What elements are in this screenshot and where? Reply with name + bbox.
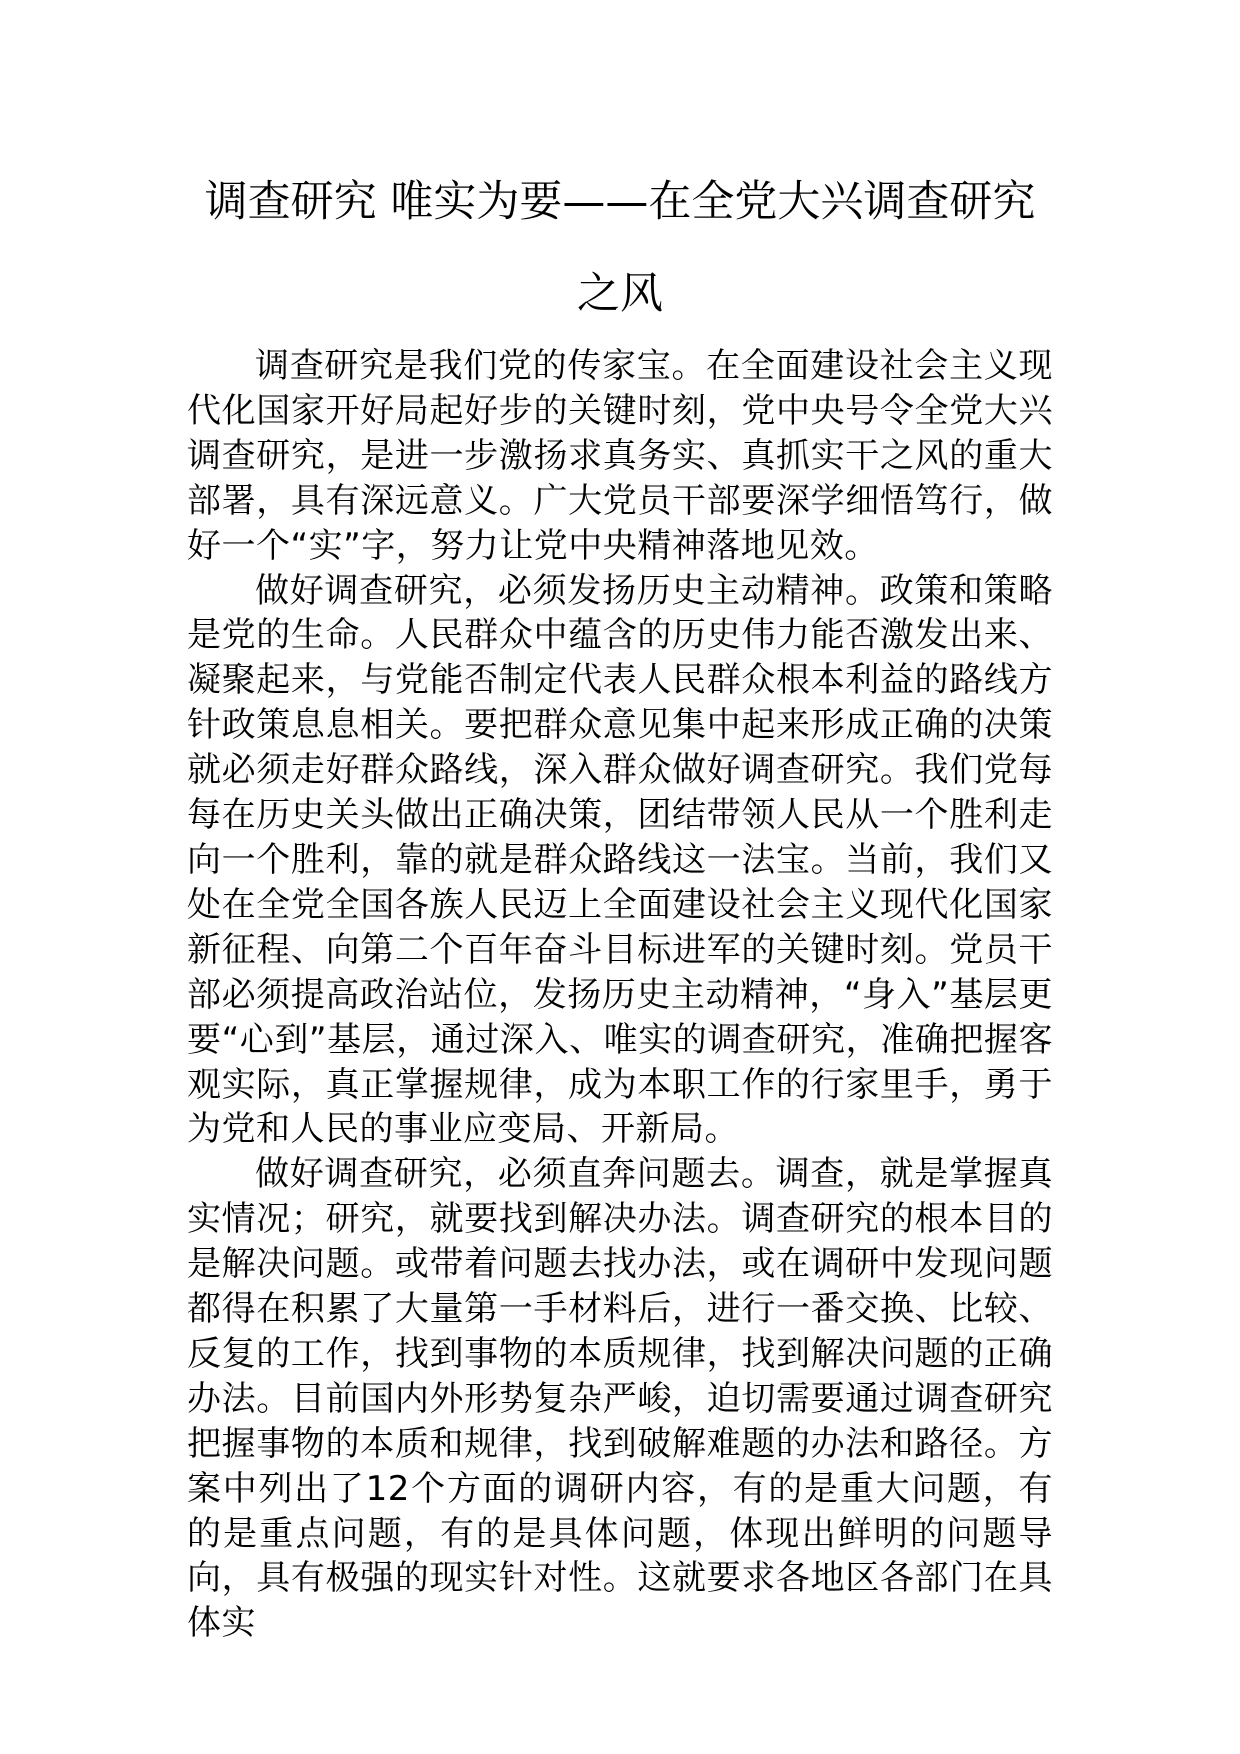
document-body bbox=[187, 344, 1053, 1646]
paragraph-1: 调查研究是我们党的传家宝。在全面建设社会主义现代化国家开好局起好步的关键时刻，党中央号令全党大兴调查研究，是进一步激扬求真务实、真抓实干之风的重大部署，具有深远意义。广大党员干部要深学细悟笃行，做好一个“实”字，努力让党中央精神落地见效。 bbox=[187, 346, 1053, 566]
document-content bbox=[187, 160, 1053, 1646]
paragraph-2: 做好调查研究，必须发扬历史主动精神。政策和策略是党的生命。人民群众中蕴含的历史伟力能否激发出来、凝聚起来，与党能否制定代表人民群众根本利益的路线方针政策息息相关。要把群众意见集中起来形成正确的决策就必须走好群众路线，深入群众做好调查研究。我们党每每在历史关头做出正确决策，团结带领人民从一个胜利走向一个胜利，靠的就是群众路线这一法宝。当前，我们又处在全党全国各族人民迈上全面建设社会主义现代化国家新征程、向第二个百年奋斗目标进军的关键时刻。党员干部必须提高政治站位，发扬历史主动精神，“身入”基层更要“心到”基层，通过深入、唯实的调查研究，准确把握客观实际，真正掌握规律，成为本职工作的行家里手，勇于为党和人民的事业应变局、开新局。 bbox=[187, 570, 1053, 1150]
document-title: 调查研究 唯实为要——在全党大兴调查研究之风 bbox=[204, 177, 1036, 319]
paragraph-3: 做好调查研究，必须直奔问题去。调查，就是掌握真实情况；研究，就要找到解决办法。调查研究的根本目的是解决问题。或带着问题去找办法，或在调研中发现问题都得在积累了大量第一手材料后，进行一番交换、比较、反复的工作，找到事物的本质规律，找到解决问题的正确办法。目前国内外形势复杂严峻，迫切需要通过调查研究把握事物的本质和规律，找到破解难题的办法和路径。方案中列出了12个方面的调研内容，有的是重大问题，有的是重点问题，有的是具体问题，体现出鲜明的问题导向，具有极强的现实针对性。这就要求各地区各部门在具体实 bbox=[187, 1154, 1053, 1644]
